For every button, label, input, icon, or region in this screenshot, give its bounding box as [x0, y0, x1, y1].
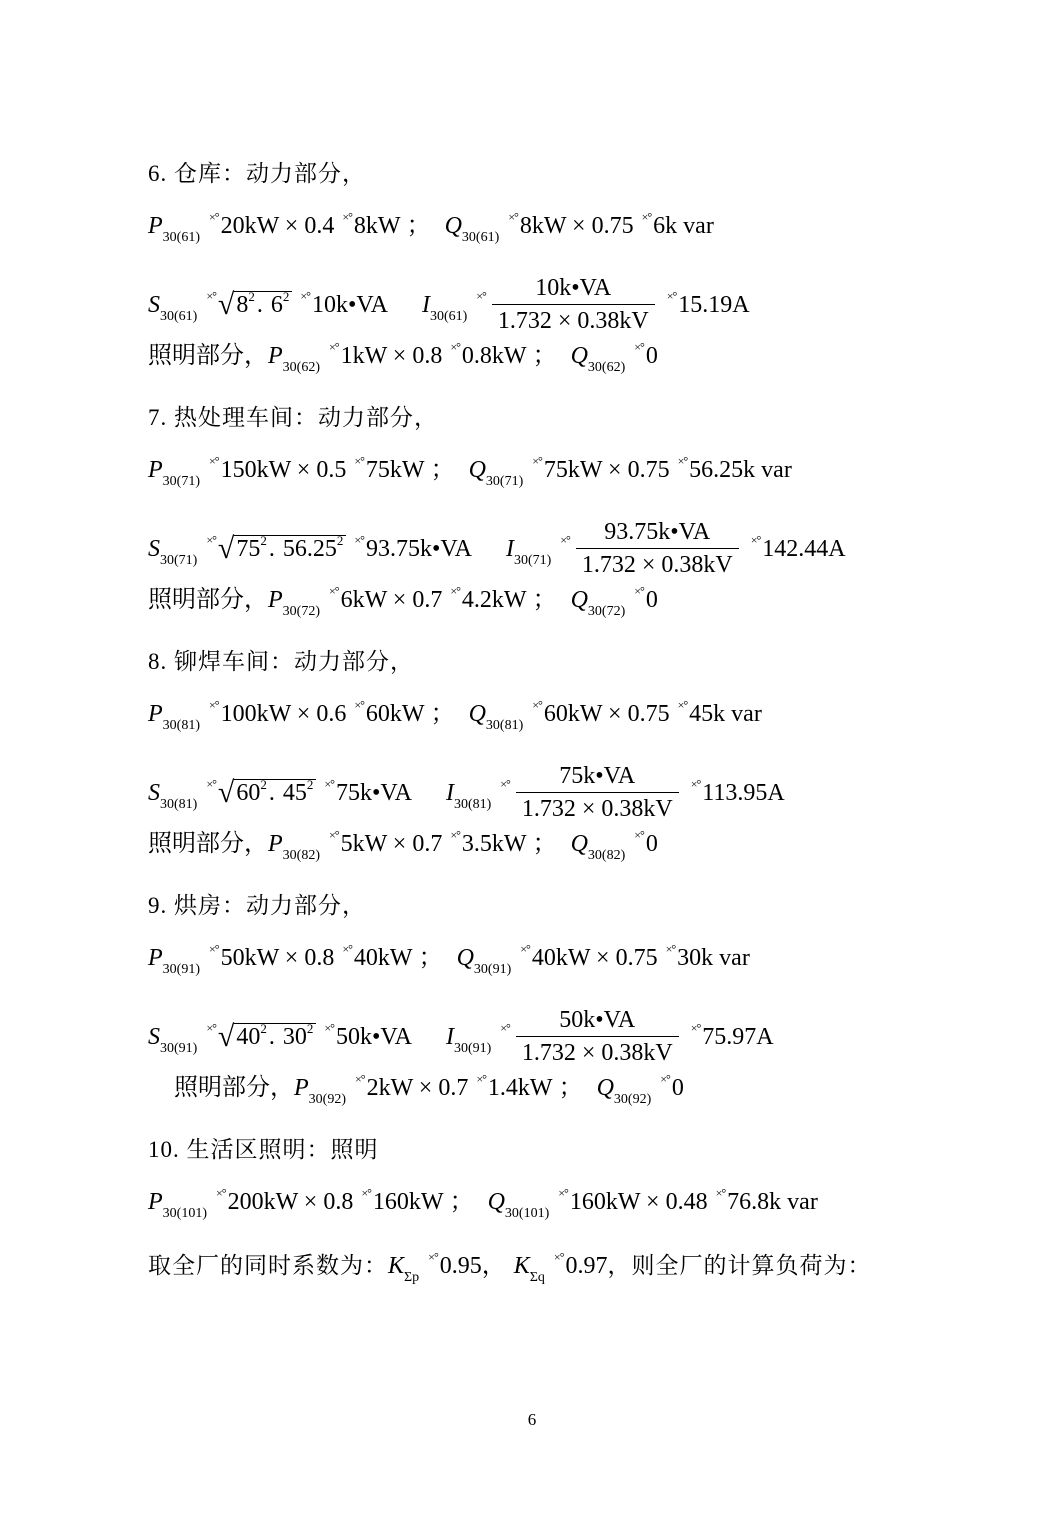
- subscript: 30(71): [160, 553, 198, 569]
- formula-lighting-62: 照明部分，$P_{30(62)}\times^\circ 1kW \times 0.8 \times^\circ 0.8kW$ ； $Q_{30(62)}\times^\circ 0$: [148, 338, 658, 378]
- label: 照明部分，: [174, 1075, 294, 1101]
- equals-glyph-icon: ×°: [206, 289, 216, 304]
- result: 0.8kW: [461, 343, 527, 369]
- equals-glyph-icon: ×°: [209, 210, 219, 224]
- subscript: 30(91): [473, 962, 512, 977]
- symbol: Q: [456, 945, 474, 971]
- symbol: Q: [444, 213, 462, 239]
- square-root: $√75^2$. 56.25$^2$: [218, 529, 346, 567]
- simultaneity-factor-sentence: [148, 1248, 872, 1288]
- subscript: 30(62): [587, 360, 626, 375]
- equals-glyph-icon: ×°: [634, 828, 644, 842]
- label: ，则全厂的计算负荷为：: [607, 1253, 872, 1278]
- equals-glyph-icon: ×°: [209, 942, 219, 956]
- radical-sign-icon: √: [217, 776, 235, 810]
- equals-glyph-icon: ×°: [329, 340, 339, 354]
- equals-glyph-icon: ×°: [342, 210, 352, 224]
- formula-p-q-91: $P_{30(91)}\times^\circ 50kW \times 0.8 \times^\circ 40kW$ ； $Q_{30(91)}\times^\circ 40kW \times 0.75 \times^\circ 30k$ var: [148, 940, 750, 980]
- subscript: 30(62): [282, 360, 320, 375]
- result: 75.97A: [702, 1024, 774, 1051]
- radicand-term: 45: [282, 780, 307, 807]
- section-heading-8: 8. 铆焊车间：动力部分，: [148, 649, 414, 674]
- denominator: 1.732 × 0.38kV: [497, 308, 649, 334]
- equals-glyph-icon: ×°: [666, 289, 677, 304]
- fraction: [516, 1004, 679, 1069]
- symbol: Q: [570, 587, 588, 613]
- equals-glyph-icon: ×°: [300, 289, 310, 304]
- subscript: 30(92): [613, 1092, 652, 1107]
- equals-glyph-icon: ×°: [428, 1250, 438, 1264]
- expression: 40kW × 0.75: [531, 945, 658, 971]
- equals-glyph-icon: ×°: [450, 340, 460, 354]
- equals-glyph-icon: ×°: [329, 828, 339, 842]
- section-heading-10: 10. 生活区照明：照明: [148, 1137, 379, 1162]
- equals-glyph-icon: ×°: [329, 584, 339, 598]
- radicand-term: 60: [236, 780, 261, 807]
- radicand-term: 56.25: [282, 536, 337, 563]
- result: 60kW: [365, 701, 425, 727]
- result: 1.4kW: [487, 1075, 553, 1101]
- expression: 50kW × 0.8: [220, 945, 335, 971]
- result: 93.75k•VA: [365, 536, 472, 563]
- expression: 6kW × 0.7: [340, 587, 443, 613]
- expression: 1kW × 0.8: [340, 343, 443, 369]
- equals-glyph-icon: ×°: [558, 1186, 568, 1200]
- symbol: P: [268, 587, 283, 613]
- square-root: $√60^2$. $45^2$: [218, 773, 316, 811]
- numerator: 50k•VA: [516, 1004, 679, 1037]
- expression: 60kW × 0.75: [543, 701, 670, 727]
- subscript: 30(71): [513, 553, 552, 569]
- equals-glyph-icon: ×°: [532, 698, 542, 712]
- subscript: 30(92): [308, 1092, 346, 1107]
- formula-s-i-61: [148, 274, 750, 339]
- radicand-term: 8: [236, 292, 249, 319]
- section-heading-7: 7. 热处理车间：动力部分，: [148, 405, 438, 430]
- result: 3.5kW: [461, 831, 527, 857]
- equals-glyph-icon: ×°: [520, 942, 530, 956]
- result: 75k•VA: [335, 780, 412, 807]
- result: 50k•VA: [335, 1024, 412, 1051]
- expression: 20kW × 0.4: [220, 213, 335, 239]
- result: 10k•VA: [311, 292, 388, 319]
- symbol: P: [268, 343, 283, 369]
- equals-glyph-icon: ×°: [450, 828, 460, 842]
- result: 160kW: [372, 1189, 444, 1215]
- equals-glyph-icon: ×°: [508, 210, 518, 224]
- label: 照明部分，: [148, 587, 268, 613]
- equals-glyph-icon: ×°: [715, 1186, 726, 1200]
- subscript: 30(61): [429, 309, 468, 325]
- symbol: I: [445, 1024, 454, 1051]
- equals-glyph-icon: ×°: [500, 1021, 510, 1036]
- formula-p-q-61: $P_{30(61)}\times^\circ 20kW \times 0.4 \times^\circ 8kW$ ； $Q_{30(61)}\times^\circ 8kW \times 0.75 \times^\circ 6k$ var: [148, 208, 714, 248]
- equals-glyph-icon: ×°: [324, 1021, 334, 1036]
- fraction: [492, 272, 655, 337]
- result: 15.19A: [678, 292, 750, 319]
- symbol: Q: [596, 1075, 614, 1101]
- equals-glyph-icon: ×°: [354, 533, 364, 548]
- subscript: 30(81): [453, 797, 492, 813]
- radical-sign-icon: √: [217, 532, 235, 566]
- subscript: 30(82): [282, 848, 320, 863]
- value: 0.97: [565, 1253, 608, 1279]
- subscript: 30(72): [587, 604, 626, 619]
- numerator: 93.75k•VA: [576, 516, 739, 549]
- equals-glyph-icon: ×°: [354, 698, 364, 712]
- expression: 75kW × 0.75: [543, 457, 670, 483]
- equals-glyph-icon: ×°: [677, 698, 688, 712]
- radical-sign-icon: √: [217, 288, 235, 322]
- equals-glyph-icon: ×°: [476, 289, 486, 304]
- subscript: 30(91): [160, 1041, 198, 1057]
- subscript: 30(81): [160, 797, 198, 813]
- result: 4.2kW: [461, 587, 527, 613]
- equals-glyph-icon: ×°: [634, 340, 644, 354]
- subscript: 30(81): [485, 718, 524, 733]
- subscript: 30(81): [162, 718, 200, 733]
- equals-glyph-icon: ×°: [500, 777, 510, 792]
- formula-p-q-71: $P_{30(71)}\times^\circ 150kW \times 0.5 \times^\circ 75kW$ ； $Q_{30(71)}\times^\circ 75kW \times 0.75 \times^\circ 56.25k$ var: [148, 452, 792, 492]
- equals-glyph-icon: ×°: [342, 942, 352, 956]
- symbol: P: [294, 1075, 309, 1101]
- equals-glyph-icon: ×°: [634, 584, 644, 598]
- symbol: S: [148, 536, 160, 563]
- symbol: S: [148, 292, 160, 319]
- symbol: K: [513, 1253, 530, 1279]
- equals-glyph-icon: ×°: [660, 1072, 670, 1086]
- result: 0: [671, 1075, 684, 1101]
- symbol: S: [148, 780, 160, 807]
- formula-p-q-101: $P_{30(101)}\times^\circ 200kW \times 0.8 \times^\circ 160kW$ ； $Q_{30(101)}\times^\circ 160kW \times 0.48 \times^\circ 76.8k$ var: [148, 1184, 818, 1224]
- result: 45k var: [689, 701, 762, 727]
- subscript: Σq: [529, 1270, 545, 1285]
- symbol: I: [505, 536, 514, 563]
- radical-sign-icon: √: [217, 1020, 235, 1054]
- result: 6k var: [653, 213, 714, 239]
- symbol: P: [268, 831, 283, 857]
- formula-lighting-72: 照明部分，$P_{30(72)}\times^\circ 6kW \times 0.7 \times^\circ 4.2kW$ ； $Q_{30(72)}\times^\circ 0$: [148, 582, 658, 622]
- symbol: P: [148, 701, 163, 727]
- subscript: 30(71): [162, 474, 200, 489]
- label: 照明部分，: [148, 343, 268, 369]
- equals-glyph-icon: ×°: [206, 1021, 216, 1036]
- label: 照明部分，: [148, 831, 268, 857]
- equals-glyph-icon: ×°: [532, 454, 542, 468]
- square-root: $√8^2$. $6^2$: [218, 285, 292, 323]
- equals-glyph-icon: ×°: [354, 454, 364, 468]
- equals-glyph-icon: ×°: [560, 533, 570, 548]
- equals-glyph-icon: ×°: [450, 584, 460, 598]
- subscript: 30(82): [587, 848, 626, 863]
- equals-glyph-icon: ×°: [677, 454, 688, 468]
- result: 0: [645, 587, 658, 613]
- radicand-term: 40: [236, 1024, 261, 1051]
- equals-glyph-icon: ×°: [750, 533, 761, 548]
- symbol: Q: [487, 1189, 505, 1215]
- equals-glyph-icon: ×°: [324, 777, 334, 792]
- subscript: 30(91): [453, 1041, 492, 1057]
- result: 56.25k var: [689, 457, 792, 483]
- symbol: K: [388, 1253, 405, 1279]
- expression: 100kW × 0.6: [220, 701, 347, 727]
- equals-glyph-icon: ×°: [690, 777, 701, 792]
- denominator: 1.732 × 0.38kV: [521, 796, 673, 822]
- fraction: [516, 760, 679, 825]
- result: 0: [645, 343, 658, 369]
- equals-glyph-icon: ×°: [206, 777, 216, 792]
- symbol: Q: [468, 457, 486, 483]
- formula-s-i-71: [148, 518, 846, 583]
- fraction: [576, 516, 739, 581]
- subscript: 30(61): [162, 230, 200, 245]
- section-heading-6: 6. 仓库：动力部分，: [148, 161, 366, 186]
- symbol: I: [421, 292, 430, 319]
- symbol: Q: [570, 343, 588, 369]
- equals-glyph-icon: ×°: [690, 1021, 701, 1036]
- label: 取全厂的同时系数为：: [148, 1253, 388, 1278]
- equals-glyph-icon: ×°: [355, 1072, 365, 1086]
- subscript: 30(101): [162, 1206, 207, 1221]
- subscript: 30(61): [160, 309, 198, 325]
- subscript: 30(72): [282, 604, 320, 619]
- symbol: P: [148, 457, 163, 483]
- equals-glyph-icon: ×°: [216, 1186, 226, 1200]
- subscript: Σp: [404, 1270, 420, 1285]
- numerator: 75k•VA: [516, 760, 679, 793]
- expression: 8kW × 0.75: [519, 213, 634, 239]
- equals-glyph-icon: ×°: [665, 942, 676, 956]
- symbol: S: [148, 1024, 160, 1051]
- symbol: P: [148, 1189, 163, 1215]
- equals-glyph-icon: ×°: [361, 1186, 371, 1200]
- formula-p-q-81: $P_{30(81)}\times^\circ 100kW \times 0.6 \times^\circ 60kW$ ； $Q_{30(81)}\times^\circ 60kW \times 0.75 \times^\circ 45k$ var: [148, 696, 762, 736]
- result: 0: [645, 831, 658, 857]
- value: 0.95: [439, 1253, 482, 1279]
- result: 30k var: [677, 945, 750, 971]
- symbol: Q: [468, 701, 486, 727]
- equals-glyph-icon: ×°: [641, 210, 652, 224]
- page-number: 6: [527, 1410, 537, 1429]
- separator: ，: [481, 1253, 506, 1279]
- result: 142.44A: [762, 536, 846, 563]
- symbol: I: [445, 780, 454, 807]
- formula-s-i-81: [148, 762, 785, 827]
- equals-glyph-icon: ×°: [209, 698, 219, 712]
- formula-s-i-91: [148, 1006, 774, 1071]
- expression: 160kW × 0.48: [569, 1189, 708, 1215]
- subscript: 30(61): [461, 230, 500, 245]
- expression: 5kW × 0.7: [340, 831, 443, 857]
- denominator: 1.732 × 0.38kV: [581, 552, 733, 578]
- equals-glyph-icon: ×°: [553, 1250, 564, 1264]
- equals-glyph-icon: ×°: [476, 1072, 486, 1086]
- result: 113.95A: [702, 780, 785, 807]
- radicand-term: 30: [282, 1024, 307, 1051]
- subscript: 30(101): [504, 1206, 550, 1221]
- equals-glyph-icon: ×°: [206, 533, 216, 548]
- symbol: Q: [570, 831, 588, 857]
- formula-lighting-92: 照明部分，$P_{30(92)}\times^\circ 2kW \times 0.7 \times^\circ 1.4kW$ ； $Q_{30(92)}\times^\circ 0$: [174, 1070, 684, 1110]
- expression: 200kW × 0.8: [227, 1189, 354, 1215]
- section-heading-9: 9. 烘房：动力部分，: [148, 893, 366, 918]
- result: 8kW: [353, 213, 401, 239]
- formula-lighting-82: 照明部分，$P_{30(82)}\times^\circ 5kW \times 0.7 \times^\circ 3.5kW$ ； $Q_{30(82)}\times^\circ 0$: [148, 826, 658, 866]
- radicand-term: 6: [270, 292, 283, 319]
- symbol: P: [148, 213, 163, 239]
- symbol: P: [148, 945, 163, 971]
- equals-glyph-icon: ×°: [209, 454, 219, 468]
- subscript: 30(71): [485, 474, 524, 489]
- expression: 150kW × 0.5: [220, 457, 347, 483]
- radicand-term: 75: [236, 536, 261, 563]
- expression: 2kW × 0.7: [366, 1075, 469, 1101]
- subscript: 30(91): [162, 962, 200, 977]
- denominator: 1.732 × 0.38kV: [521, 1040, 673, 1066]
- result: 40kW: [353, 945, 413, 971]
- result: 76.8k var: [727, 1189, 818, 1215]
- numerator: 10k•VA: [492, 272, 655, 305]
- square-root: $√40^2$. $30^2$: [218, 1017, 316, 1055]
- result: 75kW: [365, 457, 425, 483]
